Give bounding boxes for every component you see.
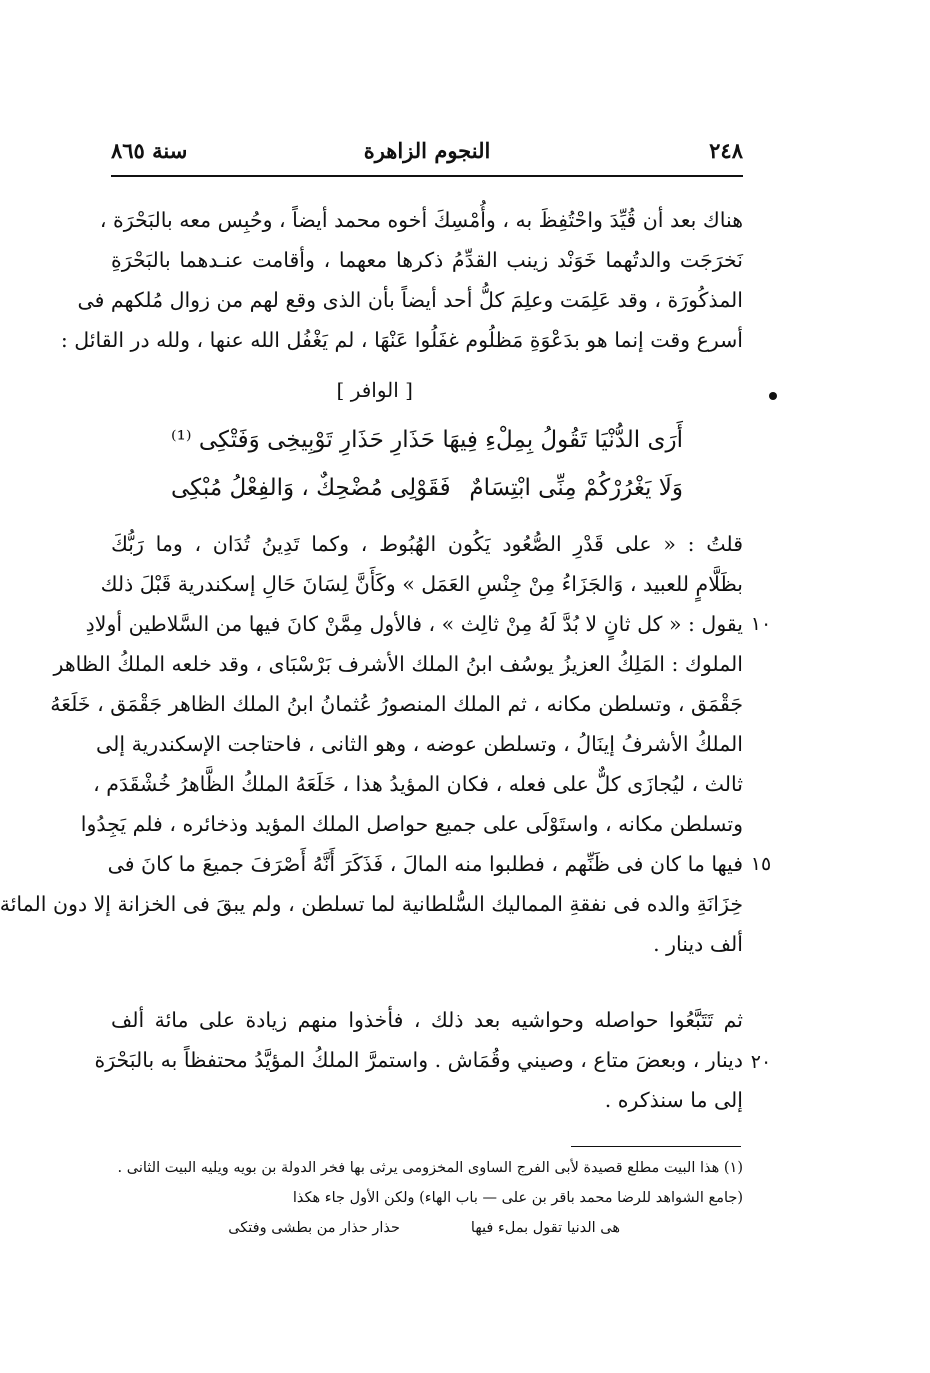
text-line: دينار ، وبعضَ متاع ، وصيني وقُمَاش . واستمرَّ الملكُ المؤيَّدُ محتفظاً به بالبَحْرَة bbox=[94, 1048, 743, 1072]
text-line: هناك بعد أن قُيِّدَ واحْتُفِظَ به ، وأُمْسِكَ أخوه محمد أيضاً ، وحُبِس معه بالبَحْرَة ، bbox=[99, 208, 743, 232]
verse-first-hemistich: وَلَا يَغْرُرْكُمْ مِنِّى ابْتِسَامٌ bbox=[469, 475, 683, 501]
text-line: قلتُ : « على قَدْرِ الصُّعُود يَكُون الهُبُوط ، وكما تَدِينُ تُدَان ، وما رَبُّكَ bbox=[111, 532, 743, 556]
text-line: أسرع وقت إنما هو بدَعْوَةِ مَظلُوم غفَلُوا عَنْهَا ، لم يَغْفُل الله عنها ، ولله در القائل : bbox=[60, 328, 743, 352]
verse-second-hemistich: فَقَوْلِى مُضْحِكٌ ، وَالفِعْلُ مُبْكِى bbox=[171, 475, 451, 501]
footnote-line: (١) هذا البيت مطلع قصيدة لأبى الفرج الساوى المخزومى يرثى بها فخر الدولة بن بويه ويليه البيت الثانى . bbox=[117, 1160, 743, 1176]
verse-first-hemistich: أَرَى الدُّنْيَا تَقُولُ بِمِلْءِ فِيهَا bbox=[442, 427, 683, 453]
footnote-rule bbox=[571, 1146, 741, 1147]
poem-verse bbox=[171, 466, 683, 510]
text-line: جَقْمَق ، وتسلطن مكانه ، ثم الملك المنصورُ عُثمانُ ابنُ الملك الظاهر جَقْمَق ، خَلَعَهُ bbox=[50, 692, 743, 716]
text-line: بظَلَّامٍ للعبيد ، وَالجَزَاءُ مِنْ جِنْسِ العَمَل » وكَأَنَّ لِسَانَ حَالِ إسكندرية قَبْلَ ذلك bbox=[100, 572, 743, 596]
line-number-marker: ١٥ bbox=[750, 853, 772, 875]
text-line: الملوك : المَلِكُ العزيزُ يوسُف ابنُ الملك الأشرف بَرْسْبَاى ، وقد خلعه الملكُ الظاهر bbox=[53, 652, 743, 676]
footnote-verse-first: هى الدنيا تقول بملء فيها bbox=[470, 1220, 620, 1236]
text-line: ألف دينار . bbox=[653, 932, 743, 956]
running-title: النجوم الزاهرة bbox=[363, 138, 491, 163]
text-line: إلى ما سنذكره . bbox=[604, 1088, 743, 1112]
text-line: الملكُ الأشرفُ إينَالُ ، وتسلطن عوضه ، وهو الثانى ، فاحتاجت الإسكندرية إلى bbox=[96, 732, 743, 756]
text-line: يقول : « كل ثانٍ لا بُدَّ لَهُ مِنْ ثالِث » ، فالأول مِمَّنْ كانَ فيها من السَّلاطين أولادِ bbox=[85, 612, 743, 636]
text-line: المذكُورَة ، وقد عَلِمَت وعلِمَ كلُّ أحد أيضاً بأن الذى وقع لهم من زوال مُلكهم فى bbox=[77, 288, 743, 312]
page-header bbox=[111, 138, 743, 174]
book-page bbox=[1, 0, 930, 1373]
header-rule bbox=[111, 175, 743, 177]
line-number-marker: ١٠ bbox=[750, 613, 772, 635]
margin-bullet bbox=[769, 392, 777, 400]
footnote-line: (جامع الشواهد للرضا محمد باقر بن على — باب الهاء) ولكن الأول جاء هكذا bbox=[292, 1190, 743, 1206]
text-line: خِزَانَةِ والده فى نفقةِ المماليك السُّلطانية لما تسلطن ، ولم يبقَ فى الخزانة إلا دون المائة bbox=[0, 892, 743, 916]
header-year: سنة ٨٦٥ bbox=[111, 138, 188, 163]
text-line: ثم تَتَبَّعُوا حواصله وحواشيه بعد ذلك ، فأخذوا منهم زيادة على مائة ألف bbox=[111, 1008, 743, 1032]
poetic-meter: [ الوافر ] bbox=[336, 378, 413, 402]
text-line: وتسلطن مكانه ، واستَوْلَى على جميع حواصل الملك المؤيد وذخائره ، فلم يَجِدُوا bbox=[80, 812, 743, 836]
poem-verse bbox=[171, 418, 683, 462]
text-line: فيها ما كان فى ظَنِّهم ، فطلبوا منه المالَ ، فَذَكَرَ أَنَّهُ أَصْرَفَ جميعَ ما كانَ فى bbox=[107, 852, 743, 876]
line-number-marker: ٢٠ bbox=[750, 1051, 772, 1073]
footnote-verse-second: حذار حذار من بطشى وفتكى bbox=[228, 1220, 400, 1236]
verse-second-hemistich: حَذَارِ حَذَارِ تَوْبِيخِى وَفَتْكِى ⁽¹⁾ bbox=[171, 427, 435, 453]
text-line: ثالث ، ليُجازَى كلٌّ على فعله ، فكان المؤيدُ هذا ، خَلَعَهُ الملكُ الظَّاهرُ خُشْقَدَم ، bbox=[93, 772, 743, 796]
text-line: نَخرَجَت والدتُهما خَوَنْد زينب القدِّمُ ذكرها معهما ، وأقامت عنـدهما بالبَحْرَةِ bbox=[111, 248, 743, 272]
page-number: ٢٤٨ bbox=[709, 138, 743, 163]
